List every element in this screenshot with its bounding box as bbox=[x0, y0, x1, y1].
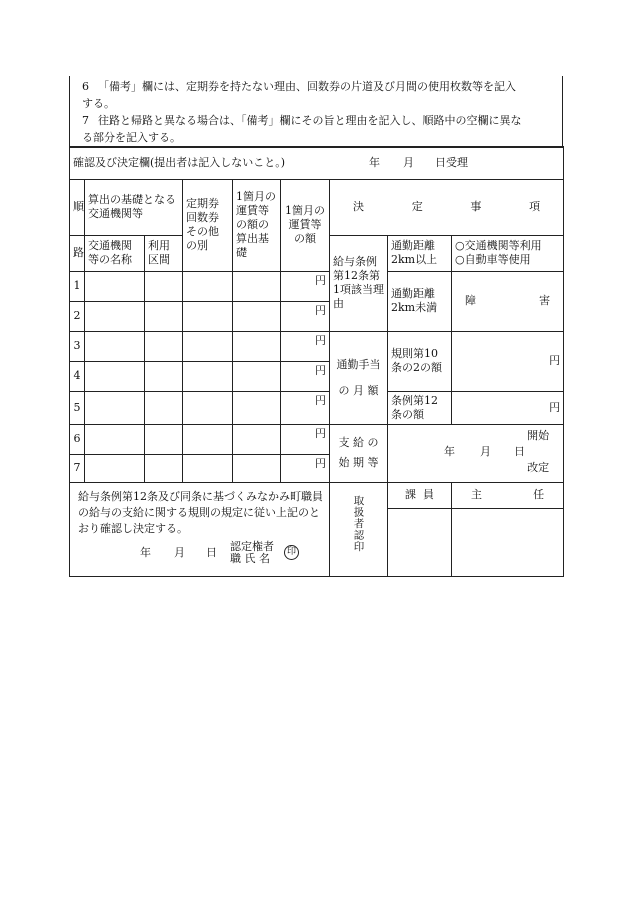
staff-char: 員 bbox=[423, 488, 434, 501]
row-2-section bbox=[145, 301, 183, 331]
disability-char: 害 bbox=[539, 294, 551, 307]
row-number: 5 bbox=[70, 391, 85, 424]
date-day: 日 bbox=[514, 445, 525, 458]
row-3-agency bbox=[85, 331, 145, 361]
date-year: 年 bbox=[444, 445, 455, 458]
row-number: 6 bbox=[70, 424, 85, 454]
decision-header bbox=[330, 179, 564, 235]
row-number: 2 bbox=[70, 301, 85, 331]
chief-char: 任 bbox=[533, 488, 545, 501]
note-7 bbox=[82, 112, 556, 129]
section-staff-header bbox=[388, 482, 452, 508]
row-7-type bbox=[183, 454, 233, 482]
row-2-basis bbox=[233, 301, 281, 331]
row-7-section bbox=[145, 454, 183, 482]
row-4-section bbox=[145, 361, 183, 391]
footer-text: 給与条例第12条及び同条に基づくみなかみ町職員の給与の支給に関する規則の規定に従い上記のとおり確認し決定する。 bbox=[78, 489, 323, 535]
row-4-type bbox=[183, 361, 233, 391]
row-2-type bbox=[183, 301, 233, 331]
monthly-allowance-bottom: の 月 額 bbox=[338, 383, 379, 397]
dist-under-label: 通勤距離2km未満 bbox=[388, 271, 452, 331]
agency-name-header: 交通機関等の名称 bbox=[85, 235, 145, 271]
row-3-section bbox=[145, 331, 183, 361]
row-number: 7 bbox=[70, 454, 85, 482]
row-number: 1 bbox=[70, 271, 85, 301]
one-month-basis-header: 1箇月の運賃等の額の算出基礎 bbox=[233, 179, 281, 271]
footer-day: 日 bbox=[206, 545, 217, 559]
confirm-header bbox=[70, 147, 564, 179]
disability-cell bbox=[452, 271, 564, 331]
transport-options bbox=[452, 235, 564, 271]
footer-year: 年 bbox=[140, 545, 151, 559]
monthly-allowance-top: 通勤手当 bbox=[336, 357, 381, 371]
row-5-agency bbox=[85, 391, 145, 424]
row-1-yen: 円 bbox=[281, 271, 330, 301]
row-6-type bbox=[183, 424, 233, 454]
authority-label bbox=[230, 541, 274, 565]
row-2-agency bbox=[85, 301, 145, 331]
row-6-section bbox=[145, 424, 183, 454]
start-label: 開始 bbox=[527, 429, 550, 442]
staff-char: 課 bbox=[405, 488, 416, 501]
note-number: 6 bbox=[82, 80, 89, 93]
row-5-yen: 円 bbox=[281, 391, 330, 424]
seal-mark: 印 bbox=[284, 545, 299, 560]
rule10-label: 規則第10条の2の額 bbox=[388, 331, 452, 391]
note-number: 7 bbox=[82, 114, 89, 127]
chief-char: 主 bbox=[471, 488, 482, 501]
row-7-agency bbox=[85, 454, 145, 482]
article12-yen: 円 bbox=[452, 391, 564, 424]
row-number: 4 bbox=[70, 361, 85, 391]
revision-label: 改定 bbox=[527, 461, 550, 474]
note-6 bbox=[82, 78, 556, 95]
row-7-yen: 円 bbox=[281, 454, 330, 482]
handler-seal-label bbox=[330, 482, 388, 576]
footer-sign bbox=[78, 541, 321, 565]
row-1-agency bbox=[85, 271, 145, 301]
note-text: 往路と帰路と異なる場合は、「備考」欄にその旨と理由を記入し、順路中の空欄に異な bbox=[98, 114, 522, 127]
date-month: 月 bbox=[480, 445, 491, 458]
chief-seal-box[interactable] bbox=[452, 508, 564, 576]
confirm-label: 確認及び決定欄(提出者は記入しないこと。) bbox=[73, 156, 286, 170]
confirm-month: 月 bbox=[403, 156, 414, 170]
decision-char: 事 bbox=[470, 200, 482, 213]
row-1-basis bbox=[233, 271, 281, 301]
row-5-type bbox=[183, 391, 233, 424]
footer-statement bbox=[70, 482, 330, 576]
rule10-yen: 円 bbox=[452, 331, 564, 391]
section-used-header: 利用区間 bbox=[145, 235, 183, 271]
option-transport: ○交通機関等利用 bbox=[455, 239, 542, 252]
authority-line1: 認定権者 bbox=[230, 539, 274, 553]
payment-start-top: 支 給 の bbox=[338, 436, 379, 449]
article12-label: 給与条例第12条第1項該当理由 bbox=[330, 235, 388, 331]
row-4-yen: 円 bbox=[281, 361, 330, 391]
authority-line2: 職 氏 名 bbox=[230, 551, 270, 565]
row-6-basis bbox=[233, 424, 281, 454]
chief-header bbox=[452, 482, 564, 508]
order-header-bottom: 路 bbox=[70, 235, 85, 271]
row-3-yen: 円 bbox=[281, 331, 330, 361]
one-month-fare-header: 1箇月の運賃等の額 bbox=[281, 179, 330, 271]
handler-seal-text: 取扱者認印 bbox=[352, 495, 365, 553]
article12-amount-label: 条例第12条の額 bbox=[388, 391, 452, 424]
row-1-section bbox=[145, 271, 183, 301]
order-header-top: 順 bbox=[70, 179, 85, 235]
row-4-agency bbox=[85, 361, 145, 391]
section-staff-seal-box[interactable] bbox=[388, 508, 452, 576]
payment-start-date bbox=[388, 424, 564, 482]
payment-start-label bbox=[330, 424, 388, 482]
confirm-received: 日受理 bbox=[435, 156, 468, 170]
dist-over-label: 通勤距離2km以上 bbox=[388, 235, 452, 271]
row-4-basis bbox=[233, 361, 281, 391]
decision-char: 決 bbox=[353, 200, 364, 213]
confirm-year: 年 bbox=[369, 156, 380, 170]
disability-char: 障 bbox=[465, 294, 476, 307]
row-3-basis bbox=[233, 331, 281, 361]
row-number: 3 bbox=[70, 331, 85, 361]
row-2-yen: 円 bbox=[281, 301, 330, 331]
row-5-basis bbox=[233, 391, 281, 424]
footer-month: 月 bbox=[174, 545, 185, 559]
payment-start-bottom: 始 期 等 bbox=[338, 456, 379, 469]
ticket-type-header: 定期券回数券その他の別 bbox=[183, 179, 233, 271]
note-7-cont: る部分を記入する。 bbox=[82, 131, 181, 144]
notes-section bbox=[69, 76, 563, 146]
confirmation-table bbox=[69, 146, 564, 577]
option-car: ○自動車等使用 bbox=[455, 253, 531, 266]
decision-char: 項 bbox=[529, 200, 541, 213]
basis-header: 算出の基礎となる交通機関等 bbox=[85, 179, 183, 235]
row-1-type bbox=[183, 271, 233, 301]
row-7-basis bbox=[233, 454, 281, 482]
note-6-cont: する。 bbox=[82, 97, 115, 110]
row-5-section bbox=[145, 391, 183, 424]
decision-char: 定 bbox=[411, 200, 423, 213]
monthly-allowance-label bbox=[330, 331, 388, 424]
note-text: 「備考」欄には、定期券を持たない理由、回数券の片道及び月間の使用枚数等を記入 bbox=[98, 80, 516, 93]
row-6-yen: 円 bbox=[281, 424, 330, 454]
row-6-agency bbox=[85, 424, 145, 454]
row-3-type bbox=[183, 331, 233, 361]
